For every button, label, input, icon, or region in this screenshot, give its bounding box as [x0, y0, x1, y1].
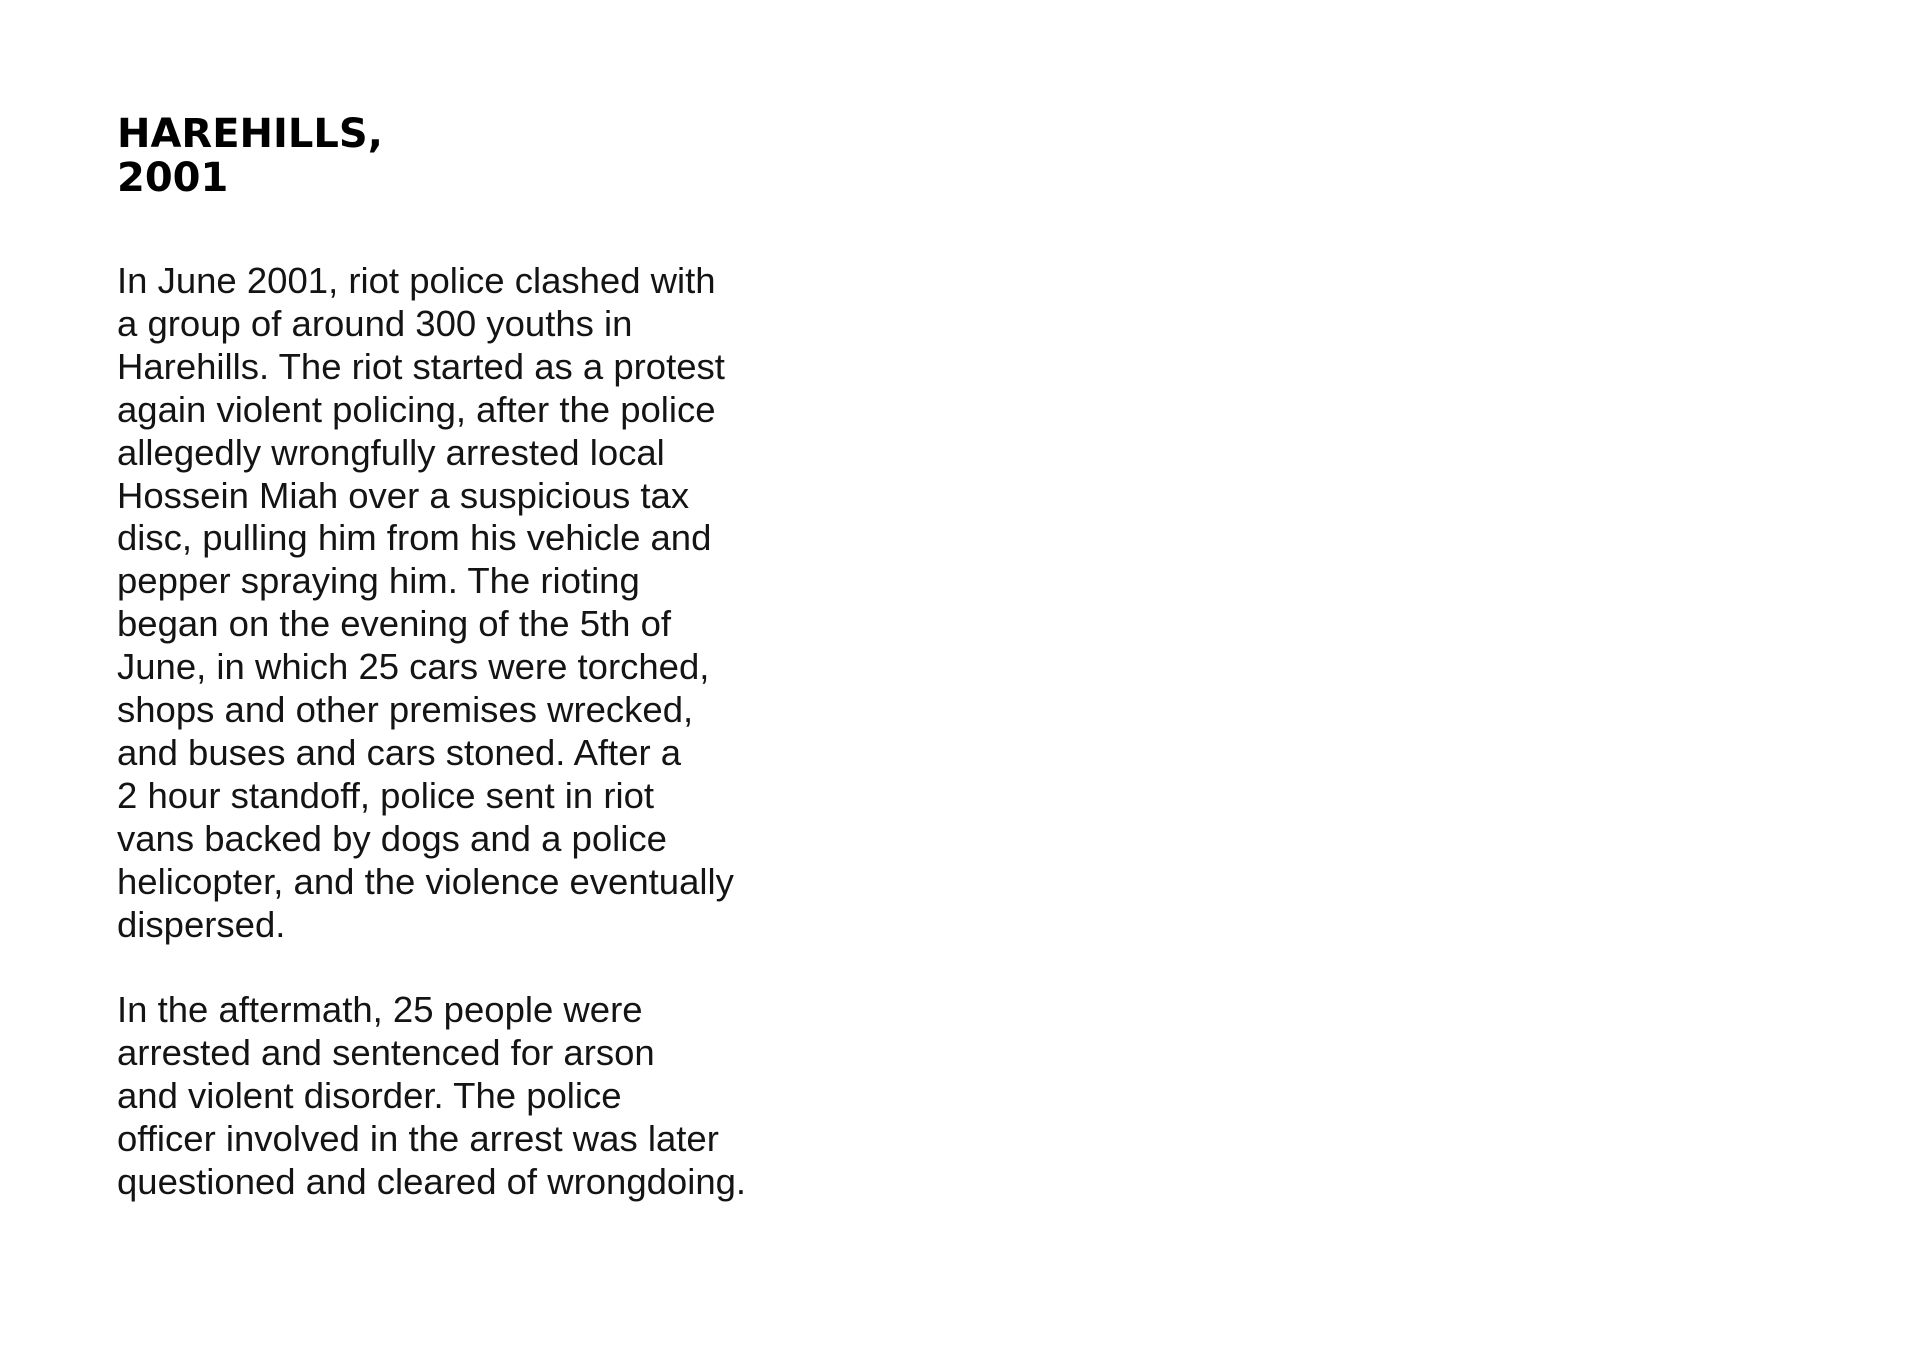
text-line: allegedly wrongfully arrested local: [117, 431, 665, 473]
text-line: pepper spraying him. The rioting: [117, 560, 640, 602]
text-line: 2 hour standoff, police sent in riot: [117, 774, 655, 816]
text-line: and violent disorder. The police: [117, 1075, 622, 1117]
text-line: In the aftermath, 25 people were: [117, 989, 643, 1031]
text-line: and buses and cars stoned. After a: [117, 731, 682, 773]
title-line: HAREHILLS,: [117, 111, 383, 157]
page-title: [117, 112, 837, 200]
text-line: Hossein Miah over a suspicious tax: [117, 474, 690, 516]
document-page: [117, 112, 837, 1204]
text-line: a group of around 300 youths in: [117, 302, 633, 344]
text-line: helicopter, and the violence eventually: [117, 860, 734, 902]
text-line: dispersed.: [117, 903, 286, 945]
text-line: officer involved in the arrest was later: [117, 1118, 719, 1160]
text-line: June, in which 25 cars were torched,: [117, 646, 710, 688]
text-line: arrested and sentenced for arson: [117, 1032, 655, 1074]
text-line: In June 2001, riot police clashed with: [117, 260, 716, 301]
text-line: vans backed by dogs and a police: [117, 817, 667, 859]
body-text: [117, 260, 837, 1204]
text-line: Harehills. The riot started as a protest: [117, 345, 725, 387]
text-line: disc, pulling him from his vehicle and: [117, 517, 712, 559]
paragraph-2: [117, 989, 837, 1204]
text-line: began on the evening of the 5th of: [117, 603, 672, 645]
text-line: shops and other premises wrecked,: [117, 689, 694, 731]
text-line: again violent policing, after the police: [117, 388, 716, 430]
paragraph-1: [117, 260, 837, 947]
title-line: 2001: [117, 155, 229, 201]
text-line: questioned and cleared of wrongdoing.: [117, 1161, 747, 1203]
